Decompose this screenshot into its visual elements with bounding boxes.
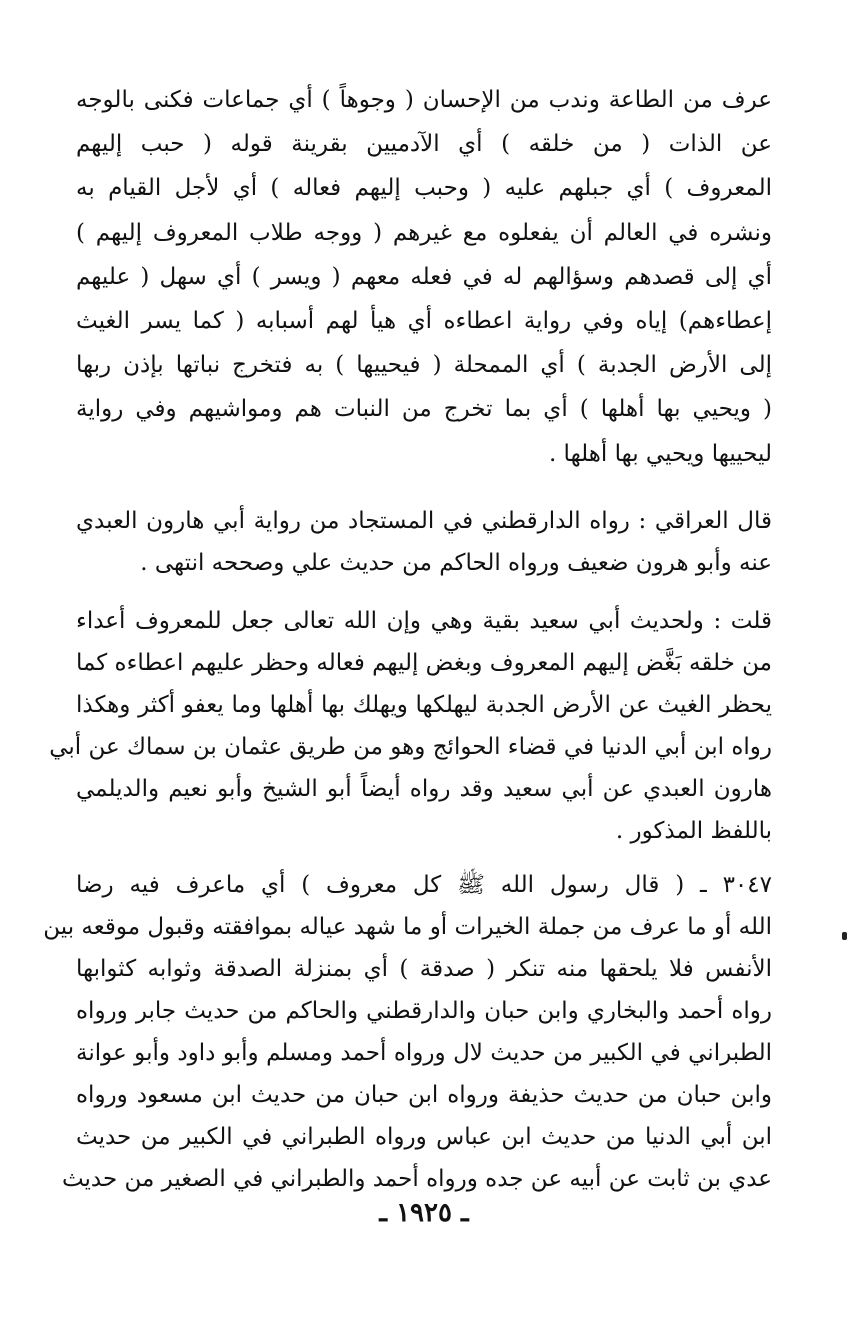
text-line: إلى الأرض الجدبة ) أي الممحلة ( فيحييها ) به فتخرج نباتها بإذن ربها [76, 352, 772, 379]
text-line: رواه أحمد والبخاري وابن حبان والدارقطني والحاكم من حديث جابر ورواه [76, 997, 772, 1024]
text-line: يحظر الغيث عن الأرض الجدبة ليهلكها ويهلك بها أهلها وما يعفو أكثر وهكذا [76, 691, 772, 718]
text-line: عنه وأبو هرون ضعيف ورواه الحاكم من حديث علي وصححه انتهى . [140, 549, 772, 576]
scan-edge-mark [842, 932, 847, 940]
commentary-paragraph [76, 78, 772, 476]
text-line: قلت : ولحديث أبي سعيد بقية وهي وإن الله تعالى جعل للمعروف أعداء [76, 607, 772, 634]
text-line: ونشره في العالم أن يفعلوه مع غيرهم ( ووجه طلاب المعروف إليهم ) [76, 219, 772, 246]
text-line: إعطاءهم) إياه وفي رواية اعطاءه أي هيأ لهم أسبابه ( كما يسر الغيث [76, 307, 772, 334]
text-line: الطبراني في الكبير من حديث لال ورواه أحمد ومسلم وأبو داود وأبو عوانة [76, 1039, 772, 1066]
text-line: قال العراقي : رواه الدارقطني في المستجاد من رواية أبي هارون العبدي [76, 507, 772, 534]
page-number: ـ ١٩٢٥ ـ [379, 1198, 469, 1228]
text-line: وابن حبان من حديث حذيفة ورواه ابن حبان من حديث ابن مسعود ورواه [76, 1081, 772, 1108]
text-line: الأنفس فلا يلحقها منه تنكر ( صدقة ) أي بمنزلة الصدقة وثوابه كثوابها [76, 955, 772, 982]
text-line: من خلقه بَغَّض إليهم المعروف وبغض إليهم فعاله وحظر عليهم اعطاءه كما [75, 649, 772, 676]
text-line: المعروف ) أي جبلهم عليه ( وحبب إليهم فعاله ) أي لأجل القيام به [76, 175, 772, 202]
text-line: ليحييها ويحيي بها أهلها . [548, 440, 772, 467]
author-note-paragraph [49, 600, 772, 852]
text-line: ابن أبي الدنيا من حديث ابن عباس ورواه الطبراني في الكبير من حديث [76, 1123, 772, 1150]
text-line: رواه ابن أبي الدنيا في قضاء الحوائج وهو من طريق عثمان بن سماك عن أبي [49, 733, 772, 760]
text-line: ( ويحيي بها أهلها ) أي بما تخرج من النبات هم ومواشيهم وفي رواية [76, 396, 772, 423]
hadith-entry-paragraph [43, 864, 772, 1200]
iraqi-note-paragraph [76, 500, 772, 584]
text-line: عدي بن ثابت عن أبيه عن جده ورواه أحمد والطبراني في الصغير من حديث [61, 1165, 772, 1192]
text-line: عرف من الطاعة وندب من الإحسان ( وجوهاً ) أي جماعات فكنى بالوجه [76, 87, 772, 113]
text-line: باللفظ المذكور . [615, 817, 772, 844]
text-line: الله أو ما عرف من جملة الخيرات أو ما شهد عياله بموافقته وقبول موقعه بين [43, 913, 772, 940]
text-line: ٣٠٤٧ ـ ( قال رسول الله ﷺ كل معروف ) أي ماعرف فيه رضا [76, 871, 772, 898]
text-line: أي إلى قصدهم وسؤالهم له في فعله معهم ( ويسر ) أي سهل ( عليهم [76, 263, 772, 290]
text-line: هارون العبدي عن أبي سعيد وقد رواه أيضاً أبو الشيخ وأبو نعيم والديلمي [76, 775, 772, 802]
text-line: عن الذات ( من خلقه ) أي الآدميين بقرينة قوله ( حبب إليهم [76, 131, 772, 158]
